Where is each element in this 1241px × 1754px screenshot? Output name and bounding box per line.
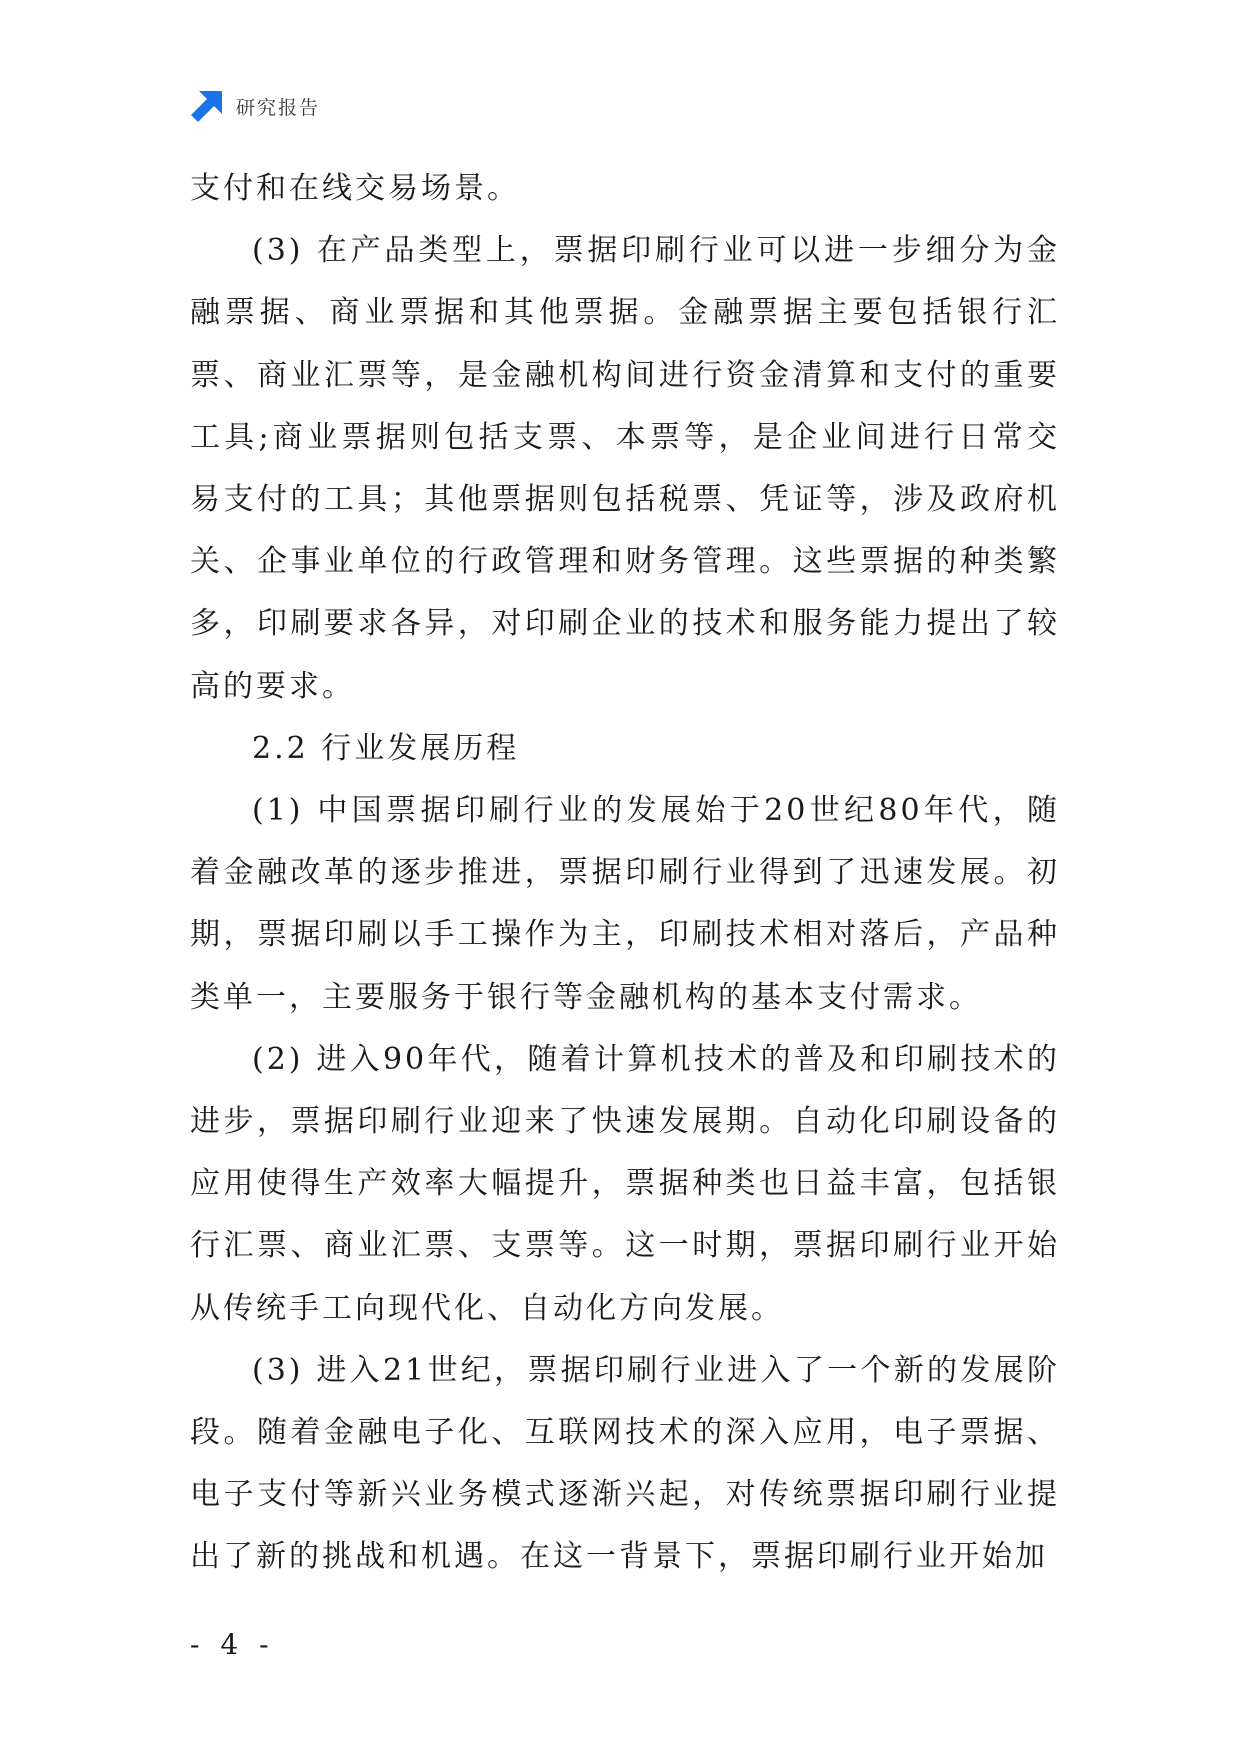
paragraph-history-2: (2) 进入90年代，随着计算机技术的普及和印刷技术的进步，票据印刷行业迎来了快速发展期。自动化印刷设备的应用使得生产效率大幅提升，票据种类也日益丰富，包括银行汇票、商业汇票、支票等。这一时期，票据印刷行业开始从传统手工向现代化、自动化方向发展。 [190, 1041, 1060, 1326]
header-title: 研究报告 [236, 96, 321, 119]
document-body [190, 158, 1060, 1589]
paragraph-history-1: (1) 中国票据印刷行业的发展始于20世纪80年代，随着金融改革的逐步推进，票据印刷行业得到了迅速发展。初期，票据印刷以手工操作为主，印刷技术相对落后，产品种类单一，主要服务于银行等金融机构的基本支付需求。 [190, 793, 1060, 1015]
paragraph-product-types: (3) 在产品类型上，票据印刷行业可以进一步细分为金融票据、商业票据和其他票据。金融票据主要包括银行汇票、商业汇票等，是金融机构间进行资金清算和支付的重要工具;商业票据则包括支票、本票等，是企业间进行日常交易支付的工具；其他票据则包括税票、凭证等，涉及政府机关、企事业单位的行政管理和财务管理。这些票据的种类繁多，印刷要求各异，对印刷企业的技术和服务能力提出了较高的要求。 [190, 233, 1060, 704]
page-header [190, 88, 320, 124]
section-heading: 2.2 行业发展历程 [252, 730, 520, 766]
report-logo-icon [190, 89, 224, 123]
page-number: - 4 - [190, 1628, 275, 1661]
paragraph-continuation: 支付和在线交易场景。 [190, 171, 520, 206]
paragraph-history-3: (3) 进入21世纪，票据印刷行业进入了一个新的发展阶段。随着金融电子化、互联网技术的深入应用，电子票据、电子支付等新兴业务模式逐渐兴起，对传统票据印刷行业提出了新的挑战和机遇。在这一背景下，票据印刷行业开始加 [190, 1352, 1060, 1575]
